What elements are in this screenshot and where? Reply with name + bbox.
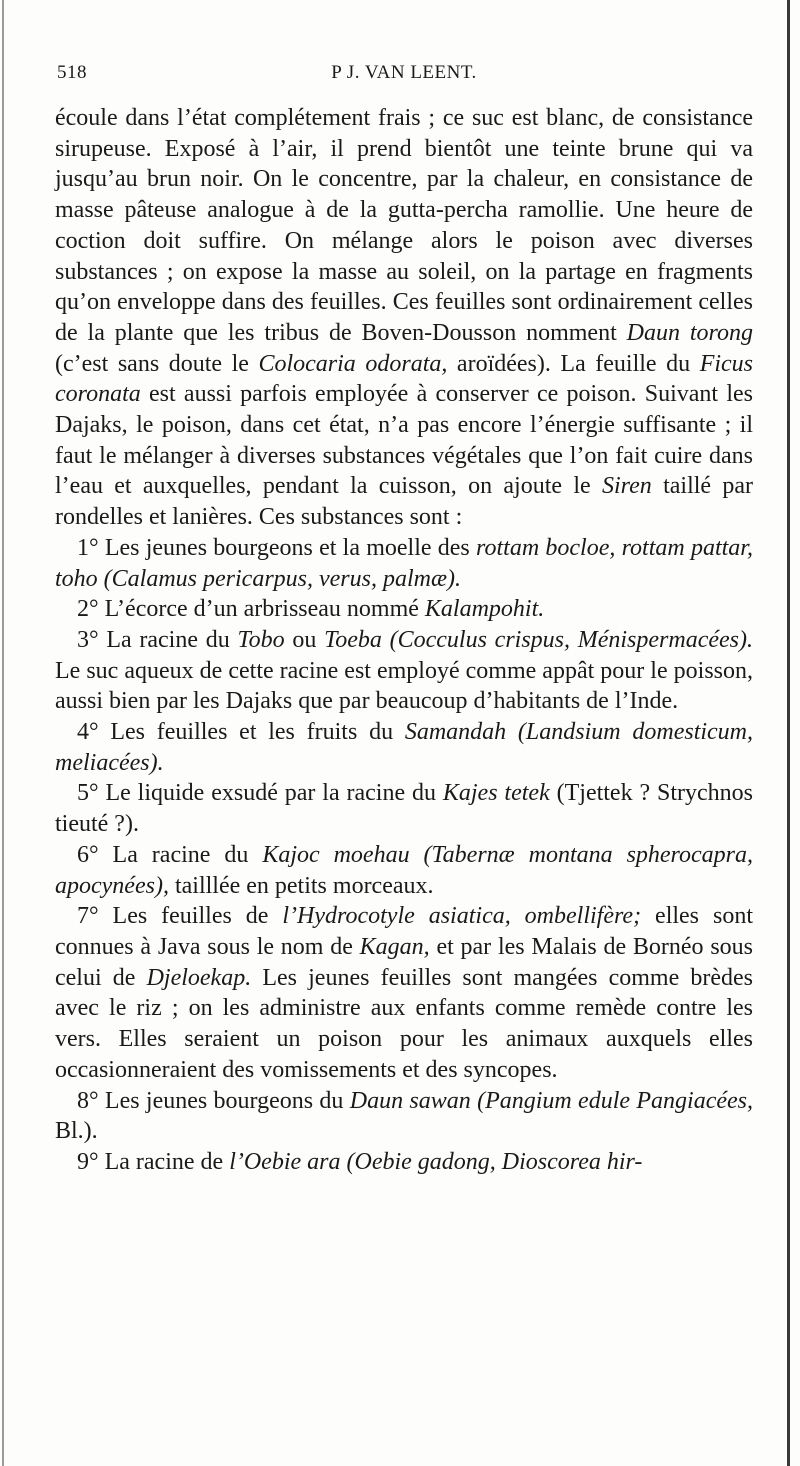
italic-run: Colocaria odorata, xyxy=(258,350,448,377)
intro-paragraph xyxy=(55,103,753,533)
text-run: (Tjettek ? Strychnos tieuté ?). xyxy=(55,780,754,838)
text-run: Bl.). xyxy=(55,1118,98,1145)
italic-run: Kalampohit. xyxy=(424,596,545,623)
italic-run: Kagan, xyxy=(359,933,430,960)
italic-run: Samandah (Landsium domesticum, meliacées). xyxy=(55,719,754,776)
text-run: 1° Les jeunes bourgeons et la moelle des xyxy=(77,534,477,561)
italic-run: l’Oebie ara (Oebie gadong, Dioscorea hir- xyxy=(229,1148,643,1175)
list-item-5 xyxy=(55,778,753,839)
text-run: 3° La racine du xyxy=(77,626,238,653)
list-item-4 xyxy=(55,717,753,778)
running-header xyxy=(57,62,751,92)
text-run: 6° La racine du xyxy=(77,841,263,868)
text-run: 2° L’écorce d’un arbrisseau nommé xyxy=(77,596,425,623)
text-run: 5° Le liquide exsudé par la racine du xyxy=(77,780,443,807)
italic-run: Tobo xyxy=(237,626,285,653)
page-edge-left xyxy=(2,0,4,1466)
text-run: 4° Les feuilles et les fruits du xyxy=(77,719,405,746)
text-run: 9° La racine de xyxy=(77,1148,230,1175)
text-run: Le suc aqueux de cette racine est employé comme appât pour le poisson, aussi bien par les Dajaks que par beaucoup d’habitants de l’Inde. xyxy=(55,657,753,715)
text-run: et par les Malais de Bornéo sous celui de xyxy=(55,933,753,991)
italic-run: Ficus coronata xyxy=(55,350,754,408)
italic-run: Daun sawan (Pangium edule Pangiacées, xyxy=(349,1087,753,1114)
text-run: ou xyxy=(284,626,325,653)
text-run: taillé par rondelles et lanières. Ces substances sont : xyxy=(55,473,754,531)
list-item-1 xyxy=(55,533,753,594)
italic-run: Kajes tetek xyxy=(442,780,550,807)
italic-run: rottam bocloe, rottam pattar, toho (Calamus pericarpus, verus, palmæ). xyxy=(55,534,753,592)
list-item-3 xyxy=(55,625,753,717)
running-head-author: P J. VAN LEENT. xyxy=(331,62,477,83)
list-item-2 xyxy=(55,594,753,625)
text-run: écoule dans l’état complétement frais ; ce suc est blanc, de consistance sirupeuse. Exposé à l’air, il prend bientôt une teinte brune qui va jusqu’au brun noir. On le concentre, par la chaleur, en consistance de masse pâteuse analogue à de la gutta-percha ramollie. Une heure de coction doit suffire. On mélange alors le poison avec diverses substances ; on expose la masse au soleil, on la partage en fragments qu’on enveloppe dans des feuilles. Ces feuilles sont ordinairement celles de la plante que les tribus de Boven-Dousson nomment xyxy=(55,105,753,346)
text-run: aroïdées). La feuille du xyxy=(447,350,700,377)
text-run: 8° Les jeunes bourgeons du xyxy=(77,1087,350,1114)
list-item-6 xyxy=(55,840,753,901)
list-item-7 xyxy=(55,901,753,1085)
list-item-9 xyxy=(55,1147,753,1178)
text-run: tailllée en petits morceaux. xyxy=(168,872,434,899)
text-run: 7° Les feuilles de xyxy=(77,903,283,930)
italic-run: l’Hydrocotyle asiatica, ombellifère; xyxy=(282,903,642,930)
italic-run: Toeba (Cocculus crispus, Ménispermacées). xyxy=(324,626,754,653)
text-run: Les jeunes feuilles sont mangées comme brèdes avec le riz ; on les administre aux enfants comme remède contre les vers. Elles seraient un poison pour les animaux auxquels elles occasionneraient des vomissements et des syncopes. xyxy=(55,964,754,1083)
italic-run: Djeloekap. xyxy=(146,964,252,991)
italic-run: Daun torong xyxy=(626,319,753,346)
text-run: elles sont connues à Java sous le nom de xyxy=(55,903,753,960)
body-text xyxy=(55,103,753,1178)
italic-run: Kajoc moehau (Tabernæ montana spherocapra, apocynées), xyxy=(55,841,753,899)
text-run: (c’est sans doute le xyxy=(55,350,259,377)
page-edge-right xyxy=(787,0,790,1466)
list-item-8 xyxy=(55,1086,753,1147)
italic-run: Siren xyxy=(601,473,652,500)
page-number: 518 xyxy=(57,62,87,83)
text-run: est aussi parfois employée à conserver ce poison. Suivant les Dajaks, le poison, dans cet état, n’a pas encore l’énergie suffisante ; il faut le mélanger à diverses substances végétales que l’on fait cuire dans l’eau et auxquelles, pendant la cuisson, on ajoute le xyxy=(55,381,753,500)
